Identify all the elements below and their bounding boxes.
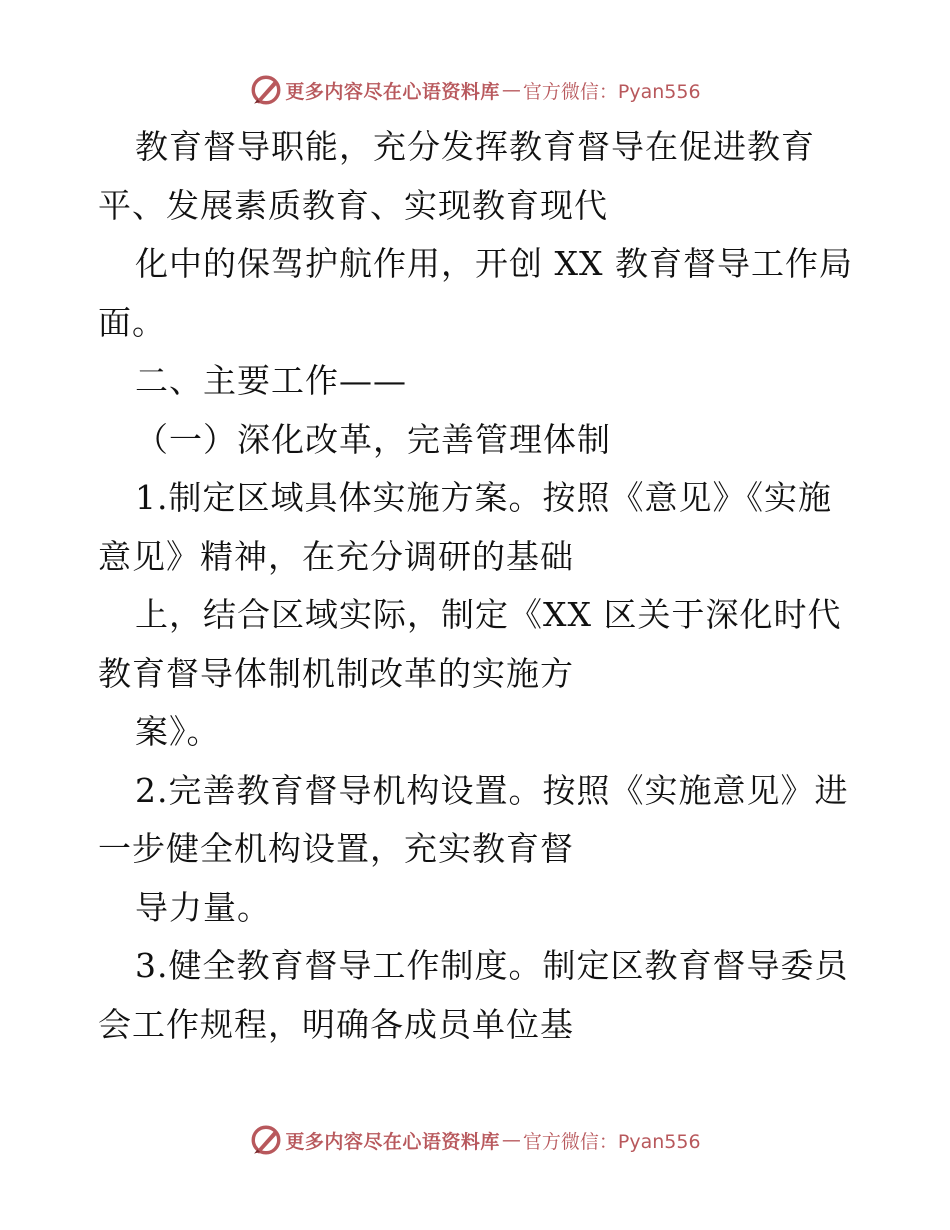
watermark-text: 更多内容尽在心语资料库 (285, 1130, 500, 1153)
text-line: 意见》精神，在充分调研的基础 (98, 536, 574, 576)
header-watermark (0, 70, 950, 110)
watermark-separator: — (501, 79, 521, 101)
text-line: 平、发展素质教育、实现教育现代 (98, 185, 608, 225)
document-body (98, 118, 868, 1054)
text-line: 一步健全机构设置，充实教育督 (98, 829, 574, 868)
footer-watermark (0, 1120, 950, 1160)
watermark-separator: — (501, 1129, 521, 1151)
watermark-text: 更多内容尽在心语资料库 (285, 80, 500, 103)
watermark-wechat: 官方微信：Pyan556 (522, 1130, 701, 1153)
watermark-wechat: 官方微信：Pyan556 (522, 80, 701, 103)
text-line: 上，结合区域实际，制定《XX 区关于深化时代 (135, 595, 842, 634)
text-line: 二、主要工作—— (135, 361, 407, 400)
text-line: 面。 (98, 302, 166, 342)
text-line: 教育督导职能，充分发挥教育督导在促进教育 (135, 127, 815, 166)
text-line: 导力量。 (135, 887, 271, 927)
text-line: 化中的保驾护航作用，开创 XX 教育督导工作局 (135, 244, 853, 283)
text-line: （一）深化改革，完善管理体制 (135, 419, 611, 459)
pen-logo-icon (249, 1123, 283, 1157)
pen-logo-icon (249, 73, 283, 107)
text-line: 案》。 (135, 712, 221, 751)
text-line: 1.制定区域具体实施方案。按照《意见》《实施 (135, 478, 832, 517)
text-line: 3.健全教育督导工作制度。制定区教育督导委员 (135, 946, 849, 985)
text-line: 教育督导体制机制改革的实施方 (98, 653, 574, 693)
text-line: 2.完善教育督导机构设置。按照《实施意见》进 (135, 770, 849, 810)
text-line: 会工作规程，明确各成员单位基 (98, 1004, 574, 1044)
